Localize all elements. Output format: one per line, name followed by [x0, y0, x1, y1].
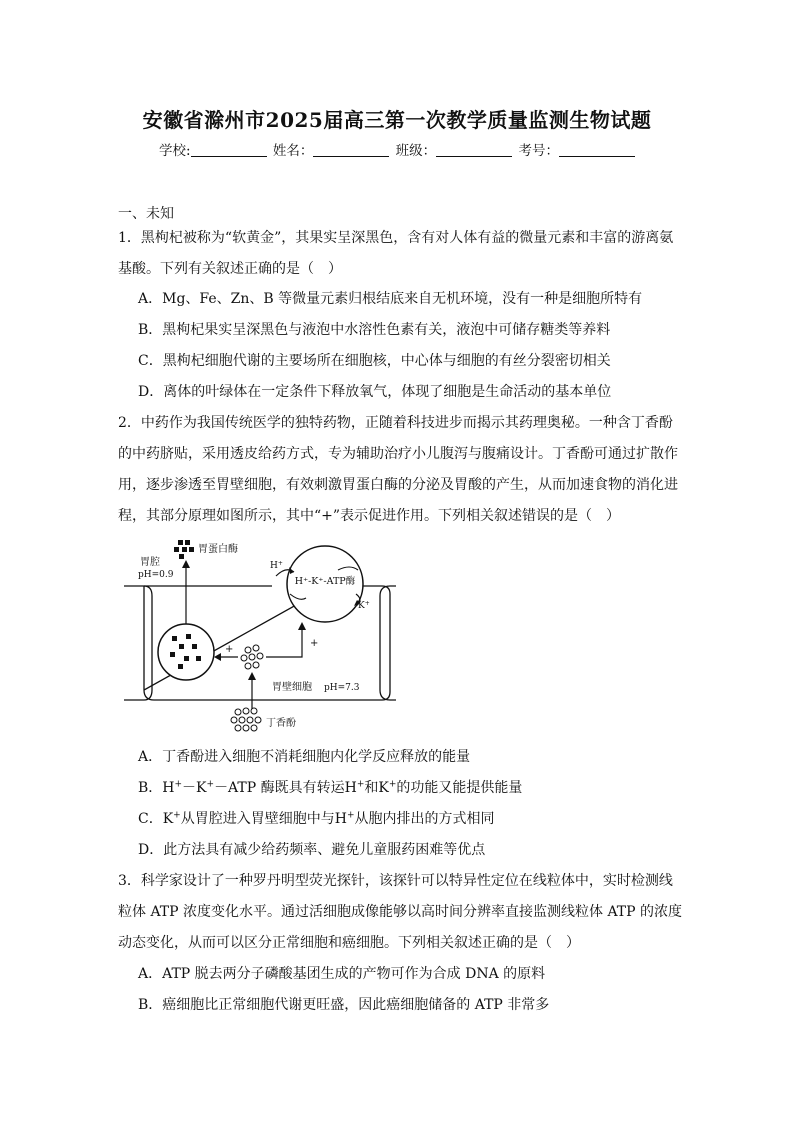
q3-option-b[interactable]: B．癌细胞比正常细胞代谢更旺盛，因此癌细胞储备的 ATP 非常多 [138, 997, 550, 1013]
q3-stem-line3: 动态变化，从而可以区分正常细胞和癌细胞。下列相关叙述正确的是（ ） [118, 935, 580, 951]
vesicle [158, 624, 214, 680]
q1-option-a[interactable]: A．Mg、Fe、Zn、B 等微量元素归根结底来自无机环境，没有一种是细胞所特有 [138, 291, 643, 307]
cell-label: 胃壁细胞 [272, 682, 312, 693]
name-blank[interactable] [313, 142, 389, 157]
h-ion-label: H+ [270, 560, 283, 571]
cell-right-wall [380, 586, 390, 700]
diffusion-arrow-head [248, 672, 256, 680]
section-heading: 一、未知 [118, 206, 174, 222]
q3-stem-line2: 粒体 ATP 浓度变化水平。通过活细胞成像能够以高时间分辨率直接监测线粒体 ATP 的浓度 [118, 904, 683, 920]
q1-stem-line1: 1．黑枸杞被称为“软黄金”，其果实呈深黑色，含有对人体有益的微量元素和丰富的游离氨 [118, 230, 674, 246]
class-label: 班级： [395, 143, 437, 159]
school-blank[interactable] [191, 142, 267, 157]
plus-pump: + [310, 638, 319, 649]
stomach-cell-diagram [124, 540, 396, 736]
cell-left-wall [144, 586, 152, 700]
stomach-lumen-label: 胃腔 [140, 557, 160, 568]
pepsin-label: 胃蛋白酶 [198, 544, 238, 555]
class-blank[interactable] [436, 142, 512, 157]
q2-stem-line2: 的中药脐贴，采用透皮给药方式，专为辅助治疗小儿腹泻与腹痛设计。丁香酚可通过扩散作 [118, 446, 678, 462]
q2-stem-line3: 用，逐步渗透至胃壁细胞，有效刺激胃蛋白酶的分泌及胃酸的产生，从而加速食物的消化进 [118, 477, 678, 493]
q1-stem-line2: 基酸。下列有关叙述正确的是（ ） [118, 261, 342, 277]
q2-stem-line4: 程，其部分原理如图所示，其中“+”表示促进作用。下列相关叙述错误的是（ ） [118, 508, 621, 524]
q2-stem-line1: 2．中药作为我国传统医学的独特药物，正随着科技进步而揭示其药理奥秘。一种含丁香酚 [118, 415, 673, 431]
q2-option-b[interactable]: B．H+－K+－ATP 酶既具有转运H+和K+的功能又能提供能量 [138, 779, 523, 796]
eugenol-label: 丁香酚 [266, 718, 296, 729]
eugenol-to-pump-arrow [266, 626, 302, 657]
eugenol-to-vesicle-head [214, 653, 221, 661]
q2-option-c[interactable]: C．K+从胃腔进入胃壁细胞中与H+从胞内排出的方式相同 [138, 810, 495, 827]
q1-option-d[interactable]: D．离体的叶绿体在一定条件下释放氧气，体现了细胞是生命活动的基本单位 [138, 384, 612, 400]
q2-option-a[interactable]: A．丁香酚进入细胞不消耗细胞内化学反应释放的能量 [138, 749, 471, 765]
school-label: 学校: [159, 143, 191, 159]
secretion-arrow-head [182, 560, 190, 568]
q3-option-a[interactable]: A．ATP 脱去两分子磷酸基团生成的产物可作为合成 DNA 的原料 [138, 966, 546, 982]
lumen-ph-label: pH=0.9 [138, 570, 174, 580]
k-ion-label: K+ [358, 600, 370, 611]
plus-vesicle: + [225, 644, 234, 655]
q2-option-d[interactable]: D．此方法具有减少给药频率、避免儿童服药困难等优点 [138, 842, 486, 858]
eugenol-inside [241, 645, 263, 669]
name-label: 姓名： [272, 143, 314, 159]
q3-stem-line1: 3．科学家设计了一种罗丹明型荧光探针，该探针可以特异性定位在线粒体中，实时检测线 [118, 873, 673, 889]
pepsin-molecules [174, 540, 194, 559]
eugenol-outside [231, 708, 261, 731]
cell-ph-label: pH=7.3 [324, 683, 360, 693]
id-blank[interactable] [559, 142, 635, 157]
q1-option-c[interactable]: C．黑枸杞细胞代谢的主要场所在细胞核，中心体与细胞的有丝分裂密切相关 [138, 353, 611, 369]
eugenol-to-pump-head [298, 622, 306, 630]
pump-label: H⁺-K⁺-ATP酶 [294, 576, 356, 587]
student-info-row [0, 139, 794, 159]
id-label: 考号： [518, 143, 559, 159]
page-title: 安徽省滁州市2025届高三第一次教学质量监测生物试题 [142, 108, 652, 132]
q1-option-b[interactable]: B．黑枸杞果实呈深黑色与液泡中水溶性色素有关，液泡中可储存糖类等养料 [138, 322, 611, 338]
